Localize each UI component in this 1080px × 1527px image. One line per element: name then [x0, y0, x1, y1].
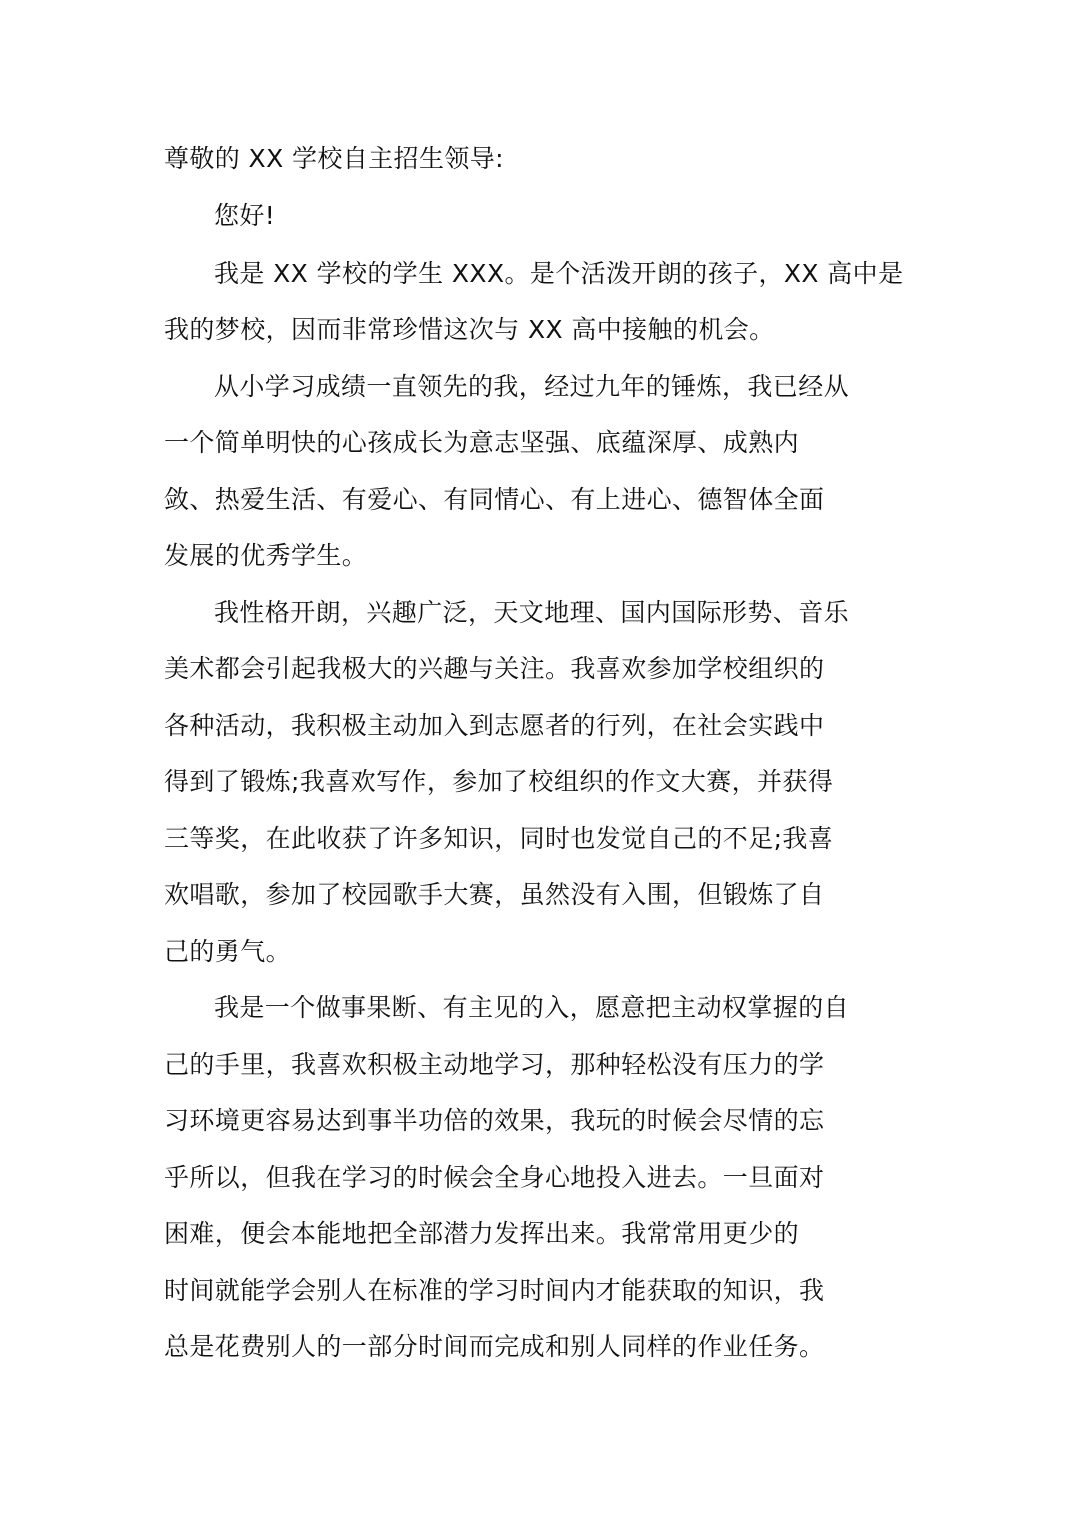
paragraph-line: 己的勇气。 [164, 937, 292, 966]
paragraph-line: 一个简单明快的心孩成长为意志坚强、底蕴深厚、成熟内 [164, 428, 800, 457]
paragraph-line: 从小学习成绩一直领先的我，经过九年的锤炼，我已经从 [214, 372, 850, 401]
paragraph-line: 乎所以，但我在学习的时候会全身心地投入进去。一旦面对 [164, 1163, 825, 1192]
paragraph-line: 美术都会引起我极大的兴趣与关注。我喜欢参加学校组织的 [164, 654, 825, 683]
paragraph-line: 我是一个做事果断、有主见的入，愿意把主动权掌握的自 [214, 993, 850, 1022]
paragraph-line: 总是花费别人的一部分时间而完成和别人同样的作业任务。 [164, 1332, 825, 1361]
salutation: 尊敬的 XX 学校自主招生领导: [164, 144, 504, 173]
paragraph-line: 三等奖，在此收获了许多知识，同时也发觉自己的不足;我喜 [164, 824, 834, 853]
paragraph-line: 我的梦校，因而非常珍惜这次与 XX 高中接触的机会。 [164, 315, 775, 344]
paragraph-line: 我是 XX 学校的学生 XXX。是个活泼开朗的孩子，XX 高中是 [214, 259, 904, 288]
paragraph-line: 欢唱歌，参加了校园歌手大赛，虽然没有入围，但锻炼了自 [164, 880, 825, 909]
paragraph-line: 习环境更容易达到事半功倍的效果，我玩的时候会尽情的忘 [164, 1106, 825, 1135]
paragraph-line: 时间就能学会别人在标准的学习时间内才能获取的知识，我 [164, 1276, 825, 1305]
paragraph-line: 发展的优秀学生。 [164, 541, 368, 570]
paragraph-line: 各种活动，我积极主动加入到志愿者的行列，在社会实践中 [164, 711, 825, 740]
paragraph-line: 我性格开朗，兴趣广泛，天文地理、国内国际形势、音乐 [214, 598, 850, 627]
paragraph-line: 敛、热爱生活、有爱心、有同情心、有上进心、德智体全面 [164, 485, 825, 514]
paragraph-line: 得到了锻炼;我喜欢写作，参加了校组织的作文大赛，并获得 [164, 767, 834, 796]
greeting: 您好! [214, 201, 276, 230]
paragraph-line: 己的手里，我喜欢积极主动地学习，那种轻松没有压力的学 [164, 1050, 825, 1079]
paragraph-line: 困难，便会本能地把全部潜力发挥出来。我常常用更少的 [164, 1219, 800, 1248]
